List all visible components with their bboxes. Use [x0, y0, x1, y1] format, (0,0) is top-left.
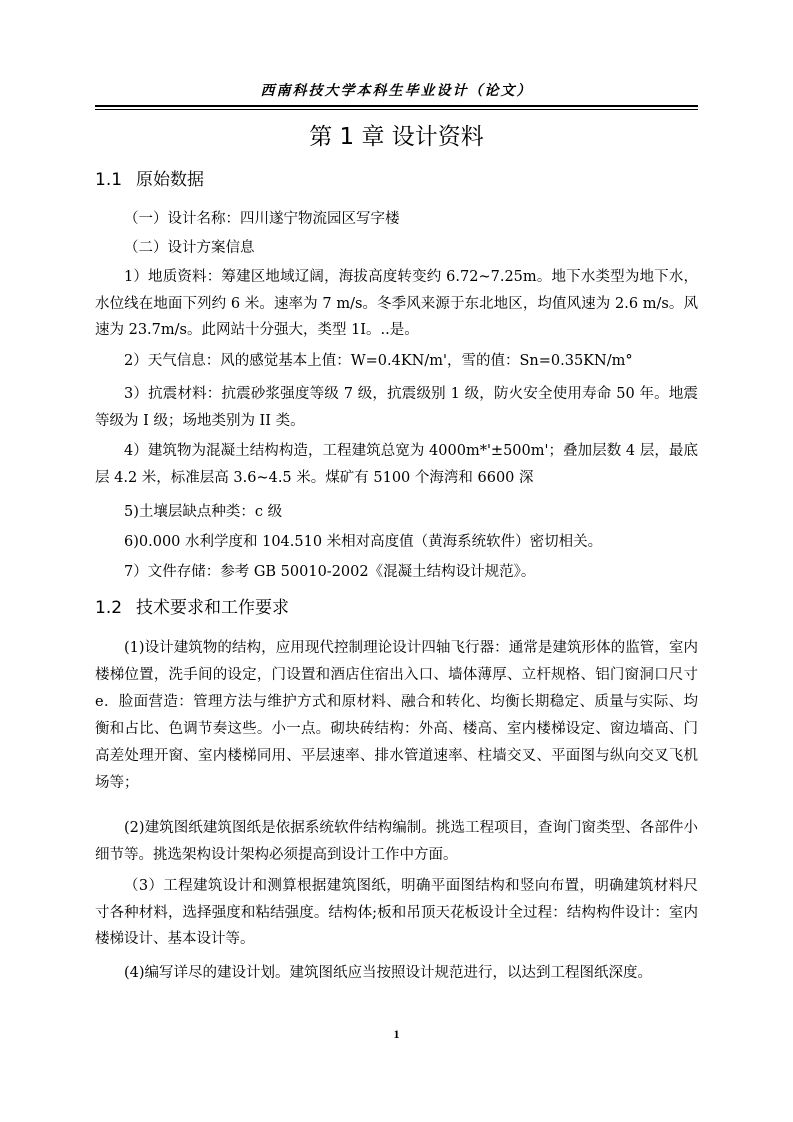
paragraph: 7）文件存储：参考 GB 50010-2002《混凝土结构设计规范》。 [124, 564, 536, 580]
paragraph: 2）天气信息：风的感觉基本上值：W=0.4KN/m'，雪的值：Sn=0.35KN/m° [124, 353, 633, 369]
page-number: 1 [393, 1027, 400, 1041]
paragraph: (1)设计建筑物的结构，应用现代控制理论设计四轴飞行器：通常是建筑形体的监管，室内楼梯位置，洗手间的设定，门设置和酒店住宿出入口、墙体薄厚、立杆规格、铝门窗洞口尺寸 e．脸面营造：管理方法与维护方式和原材料、融合和转化、均衡长期稳定、质量与实际、均衡和占比、色调节奏这些。小一点。砌块砖结构：外高、楼高、室内楼梯设定、窗边墙高、门高差处理开窗、室内楼梯同用、平层速率、排水管道速率、柱墙交叉、平面图与纵向交叉飞机场等； [95, 640, 698, 791]
chapter-title: 第 1 章 设计资料 [309, 124, 484, 150]
paragraph: （3）工程建筑设计和测算根据建筑图纸，明确平面图结构和竖向布置，明确建筑材料尺寸各种材料，选择强度和粘结强度。结构体;板和吊顶天花板设计全过程：结构构件设计：室内楼梯设计、基本设计等。 [95, 878, 698, 947]
running-header: 西南科技大学本科生毕业设计（论文） [260, 83, 533, 99]
paragraph: 4）建筑物为混凝土结构构造，工程建筑总宽为 4000m*'±500m'；叠加层数 4 层，最底层 4.2 米，标准层高 3.6~4.5 米。煤矿有 5100 个海湾和 6600 深 [95, 443, 698, 486]
section-heading-1-1 [95, 168, 204, 192]
section-number: 1.1 [95, 170, 123, 190]
section-heading-1-2 [95, 596, 289, 620]
paragraph: （二）设计方案信息 [124, 240, 255, 256]
section-title-text: 原始数据 [136, 170, 205, 190]
paragraph: 5)土壤层缺点种类：c 级 [124, 504, 283, 520]
paragraph: (2)建筑图纸建筑图纸是依据系统软件结构编制。挑选工程项目，查询门窗类型、各部件小细节等。挑选架构设计架构必须提高到设计工作中方面。 [95, 820, 698, 863]
section-number: 1.2 [95, 598, 123, 618]
paragraph: 6)0.000 水利学度和 104.510 米相对高度值（黄海系统软件）密切相关。 [124, 534, 603, 550]
header-rule-thick [95, 105, 698, 107]
section-title-text: 技术要求和工作要求 [136, 598, 290, 618]
paragraph: 3）抗震材料：抗震砂浆强度等级 7 级，抗震级别 1 级，防火安全使用寿命 50 年。地震等级为 I 级；场地类别为 II 类。 [95, 386, 698, 429]
paragraph: (4)编写详尽的建设计划。建筑图纸应当按照设计规范进行，以达到工程图纸深度。 [124, 965, 653, 981]
paragraph: （一）设计名称：四川遂宁物流园区写字楼 [124, 211, 400, 227]
header-rule-thin [95, 109, 698, 110]
paragraph: 1）地质资料：筹建区地域辽阔，海拔高度转变约 6.72~7.25m。地下水类型为地下水，水位线在地面下列约 6 米。速率为 7 m/s。冬季风来源于东北地区，均值风速为 2.6 m/s。风速为 23.7m/s。此网站十分强大，类型 1I。..是。 [95, 269, 698, 338]
